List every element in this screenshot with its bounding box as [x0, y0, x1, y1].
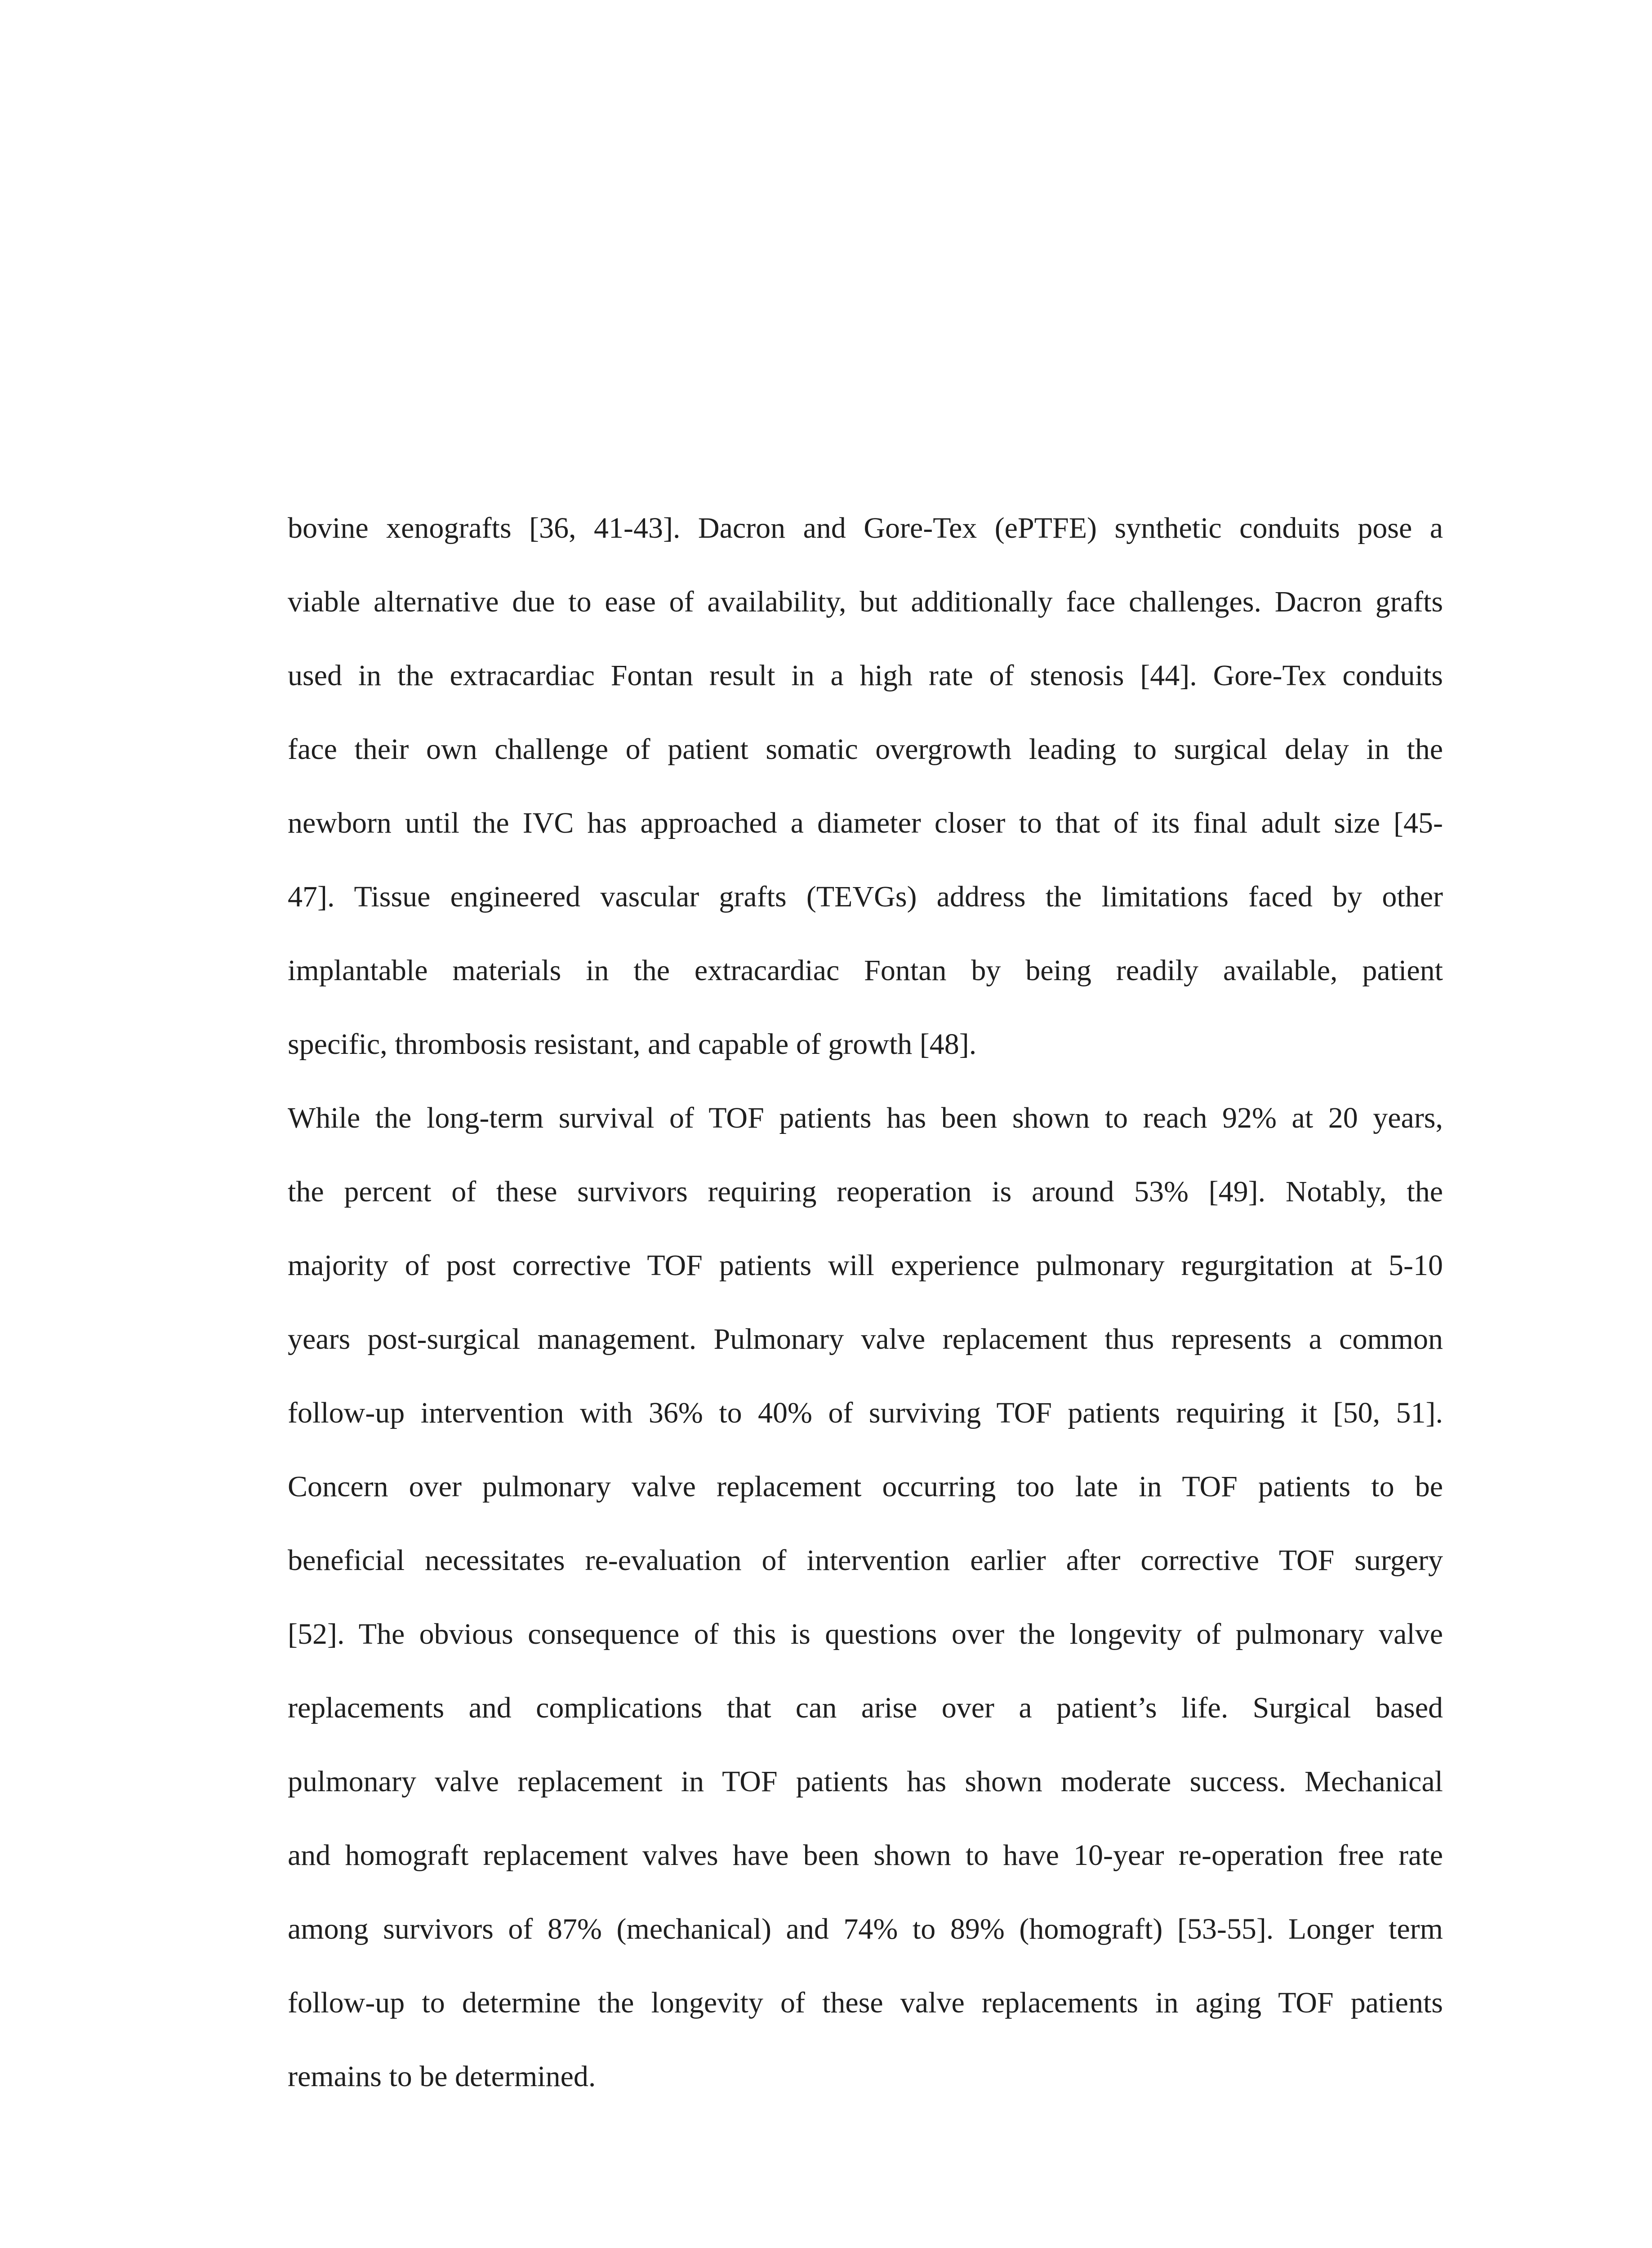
text-line: viable alternative due to ease of availability, but additionally face challenges. Dacron grafts [288, 585, 1443, 618]
text-line: 47]. Tissue engineered vascular grafts (TEVGs) address the limitations faced by other [288, 880, 1443, 913]
text-line: majority of post corrective TOF patients will experience pulmonary regurgitation at 5-10 [288, 1249, 1443, 1282]
text-line: pulmonary valve replacement in TOF patients has shown moderate success. Mechanical [288, 1765, 1443, 1798]
text-line: among survivors of 87% (mechanical) and 74% to 89% (homograft) [53-55]. Longer term [288, 1913, 1443, 1945]
text-line: specific, thrombosis resistant, and capable of growth [48]. [288, 1028, 977, 1061]
text-line: implantable materials in the extracardiac Fontan by being readily available, patient [288, 954, 1443, 987]
text-line: bovine xenografts [36, 41-43]. Dacron and Gore-Tex (ePTFE) synthetic conduits pose a [288, 512, 1443, 544]
body-text [288, 499, 1443, 2121]
text-line: [52]. The obvious consequence of this is questions over the longevity of pulmonary valve [288, 1618, 1443, 1650]
text-line: remains to be determined. [288, 2060, 596, 2093]
text-line: newborn until the IVC has approached a diameter closer to that of its final adult size [45- [288, 807, 1443, 839]
text-line: Concern over pulmonary valve replacement occurring too late in TOF patients to be [288, 1470, 1443, 1503]
text-line: and homograft replacement valves have been shown to have 10-year re-operation free rate [288, 1839, 1443, 1872]
text-line: used in the extracardiac Fontan result in a high rate of stenosis [44]. Gore-Tex conduits [288, 659, 1443, 692]
text-line: face their own challenge of patient somatic overgrowth leading to surgical delay in the [288, 733, 1443, 766]
text-line: the percent of these survivors requiring reoperation is around 53% [49]. Notably, the [288, 1175, 1443, 1208]
text-line: While the long-term survival of TOF patients has been shown to reach 92% at 20 years, [288, 1102, 1443, 1134]
text-line: beneficial necessitates re-evaluation of intervention earlier after corrective TOF surgery [288, 1544, 1443, 1577]
text-line: years post-surgical management. Pulmonary valve replacement thus represents a common [288, 1323, 1443, 1356]
text-line: replacements and complications that can arise over a patient’s life. Surgical based [288, 1691, 1443, 1724]
text-line: follow-up to determine the longevity of these valve replacements in aging TOF patients [288, 1986, 1443, 2019]
text-line: follow-up intervention with 36% to 40% of surviving TOF patients requiring it [50, 51]. [288, 1396, 1443, 1429]
